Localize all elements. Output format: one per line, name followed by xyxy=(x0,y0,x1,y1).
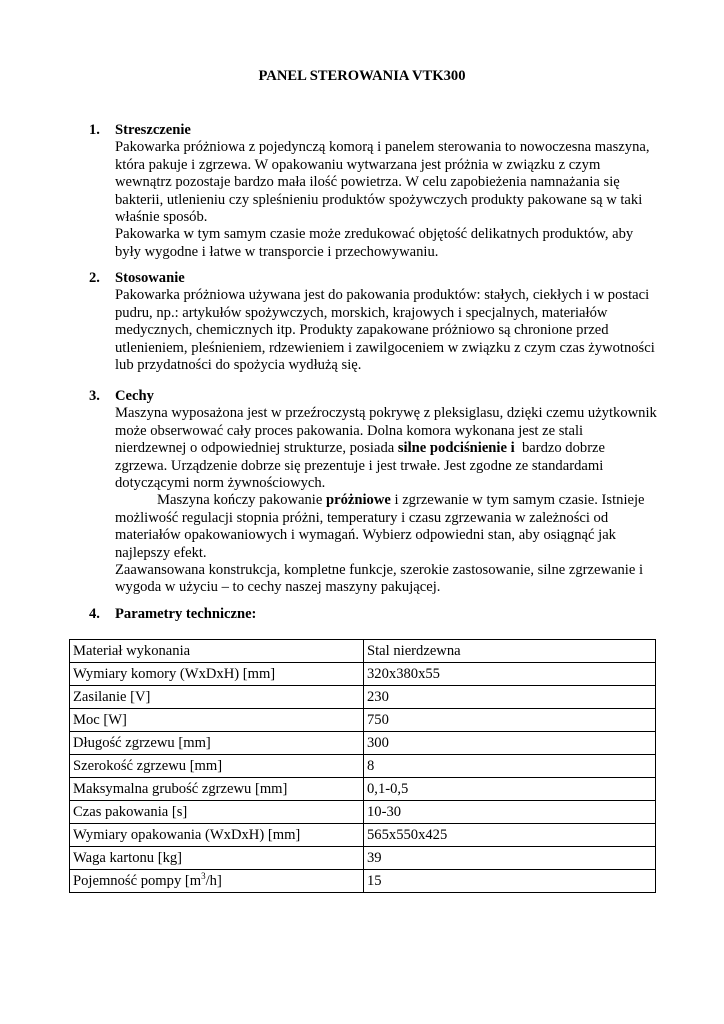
section-number: 2. xyxy=(89,270,100,286)
section-body xyxy=(115,405,661,596)
text-run-bold: silne podciśnienie i xyxy=(397,440,515,457)
param-label: Wymiary opakowania (WxDxH) [mm] xyxy=(70,824,364,847)
text-run: Maszyna kończy pakowanie xyxy=(157,492,326,509)
text-line: wewnątrz pozostaje bardzo mała ilość powietrza. W celu zapobieżenia namnażania się xyxy=(115,174,620,191)
page-title: PANEL STEROWANIA VTK300 xyxy=(258,68,466,84)
table-row xyxy=(70,663,656,686)
param-label: Moc [W] xyxy=(70,709,364,732)
section-heading: Stosowanie xyxy=(115,270,185,286)
table-row xyxy=(70,847,656,870)
text-line: zgrzewa. Urządzenie dobrze się prezentuje i jest trwałe. Jest zgodne ze standardami xyxy=(115,457,604,474)
section-features xyxy=(91,388,661,597)
param-value: 230 xyxy=(364,686,656,709)
param-value: 565x550x425 xyxy=(364,824,656,847)
text-line: były wygodne i łatwe w transporcie i przechowywaniu. xyxy=(115,243,439,260)
text-line: pudru, np.: artykułów spożywczych, morskich, krajowych i specjalnych, materiałów xyxy=(115,304,608,321)
text-line: lub przydatności do spożycia wydłużą się. xyxy=(115,357,362,374)
text-run: bardzo dobrze xyxy=(514,440,606,457)
text-line xyxy=(115,440,661,457)
section-number: 3. xyxy=(89,388,100,404)
text-line: Pakowarka w tym samym czasie może zredukować objętość delikatnych produktów, aby xyxy=(115,226,634,243)
param-label xyxy=(70,870,364,893)
section-usage xyxy=(91,270,661,374)
param-label: Długość zgrzewu [mm] xyxy=(70,732,364,755)
param-value: 0,1-0,5 xyxy=(364,778,656,801)
text-run: nierdzewnej o odpowiedniej strukturze, posiada xyxy=(115,440,398,457)
param-label: Materiał wykonania xyxy=(70,640,364,663)
param-value: 39 xyxy=(364,847,656,870)
param-value: 320x380x55 xyxy=(364,663,656,686)
param-value: 750 xyxy=(364,709,656,732)
text-line: Zaawansowana konstrukcja, kompletne funkcje, szerokie zastosowanie, silne zgrzewanie i xyxy=(115,562,644,579)
table-row xyxy=(70,778,656,801)
text-line: materiałów opakowaniowych i wymagań. Wybierz odpowiedni stan, aby osiągnąć jak xyxy=(115,527,616,544)
text-line: Pakowarka próżniowa z pojedynczą komorą i panelem sterowania to nowoczesna maszyna, xyxy=(115,139,650,156)
text-line xyxy=(115,492,661,509)
param-value: 15 xyxy=(364,870,656,893)
table-row xyxy=(70,732,656,755)
text-line: najlepszy efekt. xyxy=(115,544,207,561)
table-row xyxy=(70,686,656,709)
text-line: Pakowarka próżniowa używana jest do pakowania produktów: stałych, ciekłych i w postaci xyxy=(115,287,650,304)
table-row xyxy=(70,640,656,663)
param-value: 10-30 xyxy=(364,801,656,824)
text-line: bakterii, utlenieniu czy spleśnieniu produktów spożywczych produkty pakowane są w taki xyxy=(115,191,643,208)
param-value: 300 xyxy=(364,732,656,755)
text-line: właśnie sposób. xyxy=(115,209,208,226)
param-label: Wymiary komory (WxDxH) [mm] xyxy=(70,663,364,686)
param-label: Czas pakowania [s] xyxy=(70,801,364,824)
text-line: która pakuje i zgrzewa. W opakowaniu wytwarzana jest próżnia w związku z czym xyxy=(115,156,601,173)
text-run: i zgrzewanie w tym samym czasie. Istnieje xyxy=(390,492,645,509)
specs-table xyxy=(69,639,656,893)
text-line: Maszyna wyposażona jest w przeźroczystą pokrywę z pleksiglasu, dzięki czemu użytkownik xyxy=(115,405,657,422)
table-row xyxy=(70,755,656,778)
text-line: możliwość regulacji stopnia próżni, temperatury i czasu zgrzewania w zależności od xyxy=(115,509,609,526)
table-row xyxy=(70,709,656,732)
param-value: 8 xyxy=(364,755,656,778)
section-body xyxy=(115,139,661,261)
param-value: Stal nierdzewna xyxy=(364,640,656,663)
param-label: Szerokość zgrzewu [mm] xyxy=(70,755,364,778)
table-row xyxy=(70,870,656,893)
param-label: Zasilanie [V] xyxy=(70,686,364,709)
section-heading: Cechy xyxy=(115,388,154,404)
table-row xyxy=(70,801,656,824)
section-heading: Parametry techniczne: xyxy=(115,606,257,622)
section-number: 4. xyxy=(89,606,100,622)
text-line: dotyczącymi norm żywnościowych. xyxy=(115,475,326,492)
text-line: medycznych, chemicznych itp. Produkty zapakowane próżniowo są chronione przed xyxy=(115,322,609,339)
unit-superscript: 3 xyxy=(201,871,206,882)
param-label-text: Pojemność pompy [m xyxy=(73,873,202,889)
section-number: 1. xyxy=(89,122,100,138)
text-line: może obserwować cały proces pakowania. Dolna komora wykonana jest ze stali xyxy=(115,422,584,439)
section-body xyxy=(115,287,661,374)
param-label-tail: /h] xyxy=(205,873,222,889)
text-run-bold: próżniowe xyxy=(325,492,391,509)
section-heading: Streszczenie xyxy=(115,122,191,138)
table-row xyxy=(70,824,656,847)
section-summary xyxy=(91,122,661,261)
param-label: Maksymalna grubość zgrzewu [mm] xyxy=(70,778,364,801)
text-line: wygoda w użyciu – to cechy naszej maszyny pakującej. xyxy=(115,579,441,596)
param-label: Waga kartonu [kg] xyxy=(70,847,364,870)
text-line: utlenieniem, pleśnieniem, rdzewieniem i zawilgoceniem w związku z czym czas żywotności xyxy=(115,339,655,356)
section-specs xyxy=(91,606,661,623)
